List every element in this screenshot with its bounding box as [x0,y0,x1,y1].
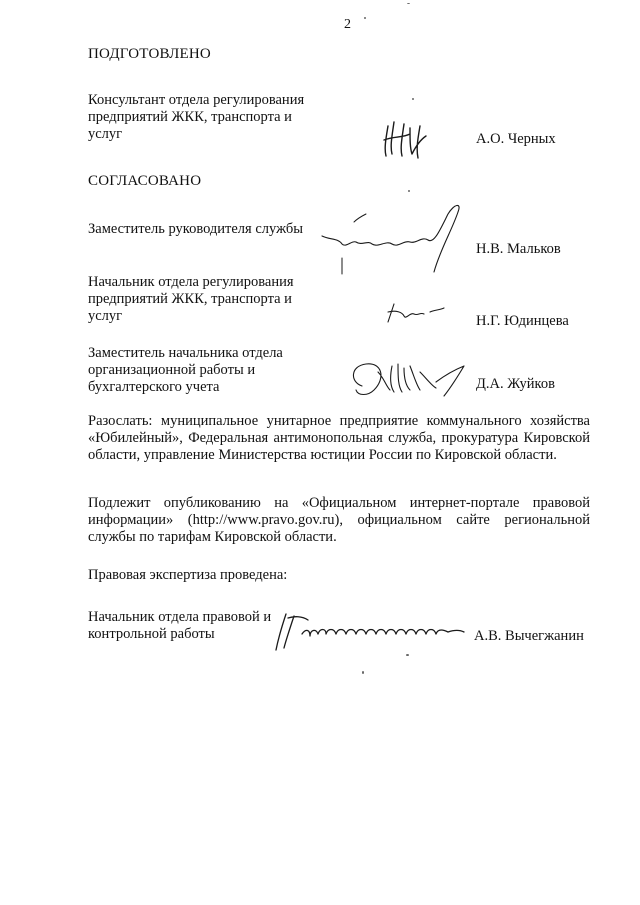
page-number: 2 [344,17,351,32]
signature-1 [380,118,440,160]
signature-4 [344,356,474,402]
legal-review-line: Правовая экспертиза проведена: [88,567,288,583]
signatory-position-4: Заместитель начальника отдела организационной работы и бухгалтерского учета [88,345,283,395]
signatory-name-1: А.О. Черных [476,131,556,147]
publication-paragraph: Подлежит опубликованию на «Официальном интернет-портале правовой информации» (http://www.pravo.gov.ru), официальном сайте региональной службы по тарифам Кировской области. [88,495,590,545]
signatory-name-4: Д.А. Жуйков [476,376,555,392]
legal-signature [268,608,468,654]
signature-2 [312,200,472,280]
distribution-paragraph: Разослать: муниципальное унитарное предприятие коммунального хозяйства «Юбилейный», Федеральная антимонопольная служба, прокуратура Кировской области, управление Министерства юстиции России по Кировской области. [88,413,590,463]
signatory-position-2: Заместитель руководителя службы [88,221,304,237]
signatory-name-3: Н.Г. Юдинцева [476,313,569,329]
legal-signatory-name: А.В. Вычегжанин [474,628,584,644]
signatory-position-1: Консультант отдела регулирования предприятий ЖКК, транспорта и услуг [88,92,305,142]
signatory-name-2: Н.В. Мальков [476,241,561,257]
prepared-heading: ПОДГОТОВЛЕНО [88,46,211,62]
signature-3 [380,298,450,328]
signatory-position-3: Начальник отдела регулирования предприятий ЖКК, транспорта и услуг [88,274,294,324]
agreed-heading: СОГЛАСОВАНО [88,173,202,189]
scan-speck [364,17,366,19]
scan-speck [407,3,410,4]
scan-speck [412,98,414,100]
scan-speck [406,654,409,656]
legal-signatory-position: Начальник отдела правовой и контрольной работы [88,609,272,642]
scan-speck [362,671,364,674]
scan-speck [408,190,410,192]
